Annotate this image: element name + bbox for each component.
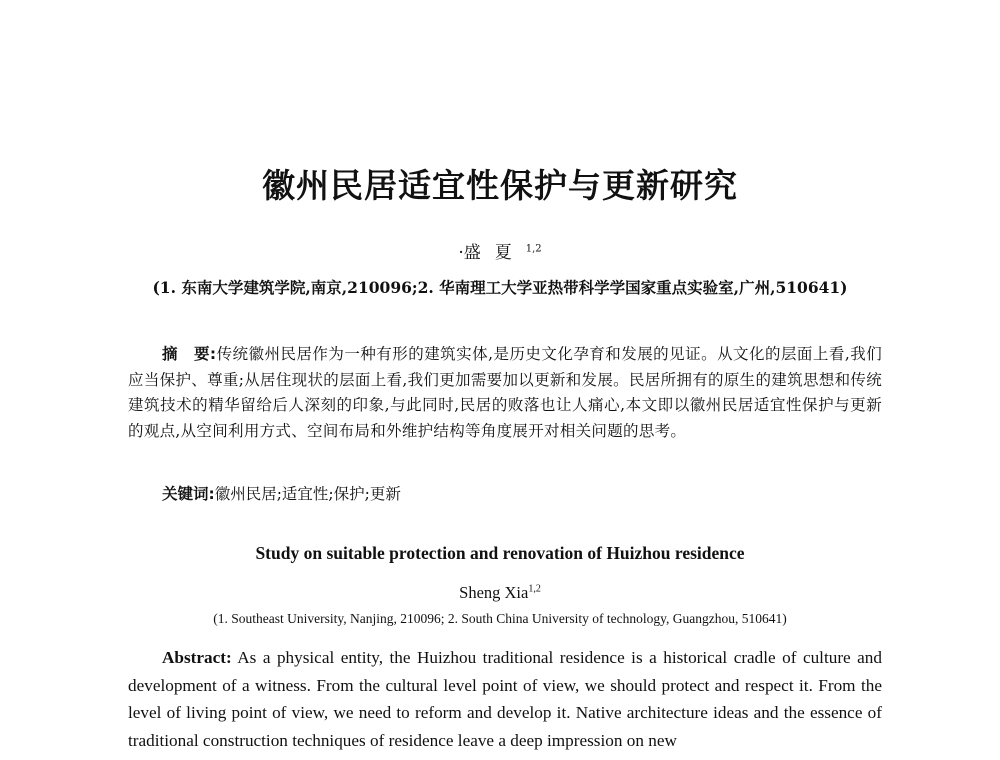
- author-line: [0, 238, 1000, 263]
- abstract-en: [128, 644, 882, 754]
- paper-title-en: Study on suitable protection and renovation of Huizhou residence: [255, 543, 745, 563]
- keywords-cn: [162, 482, 401, 504]
- affiliation-en: (1. Southeast University, Nanjing, 210096; 2. South China University of technology, Guangzhou, 510641): [213, 611, 787, 626]
- author-superscript: 1,2: [525, 243, 542, 255]
- abstract-cn: [128, 342, 882, 444]
- keywords-cn-text: 徽州民居;适宜性;保护;更新: [214, 485, 401, 503]
- affiliation: (1. 东南大学建筑学院,南京,210096;2. 华南理工大学亚热带科学学国家重点实验室,广州,510641): [152, 278, 848, 297]
- abstract-en-label: Abstract:: [162, 648, 232, 667]
- paper-title: 徽州民居适宜性保护与更新研究: [262, 166, 738, 205]
- author-name-en: Sheng Xia: [459, 583, 529, 602]
- author-en-superscript: 1,2: [528, 583, 541, 595]
- keywords-cn-label: 关键词:: [162, 485, 215, 503]
- author-name: 盛夏: [463, 243, 526, 263]
- author-line-en: [0, 583, 1000, 603]
- abstract-en-text: As a physical entity, the Huizhou traditional residence is a historical cradle of culture and development of a witness. From the cultural level point of view, we should protect and respect it. From the level of living point of view, we need to reform and develop it. Native architecture ideas and the essence of traditional construction techniques of residence leave a deep impression on new: [128, 648, 882, 750]
- abstract-cn-label: 摘 要:: [162, 345, 217, 363]
- abstract-cn-text: 传统徽州民居作为一种有形的建筑实体,是历史文化孕育和发展的见证。从文化的层面上看,我们应当保护、尊重;从居住现状的层面上看,我们更加需要加以更新和发展。民居所拥有的原生的建筑思想和传统建筑技术的精华留给后人深刻的印象,与此同时,民居的败落也让人痛心,本文即以徽州民居适宜性保护与更新的观点,从空间利用方式、空间布局和外维护结构等角度展开对相关问题的思考。: [128, 345, 882, 440]
- author-prefix: ·: [458, 243, 464, 263]
